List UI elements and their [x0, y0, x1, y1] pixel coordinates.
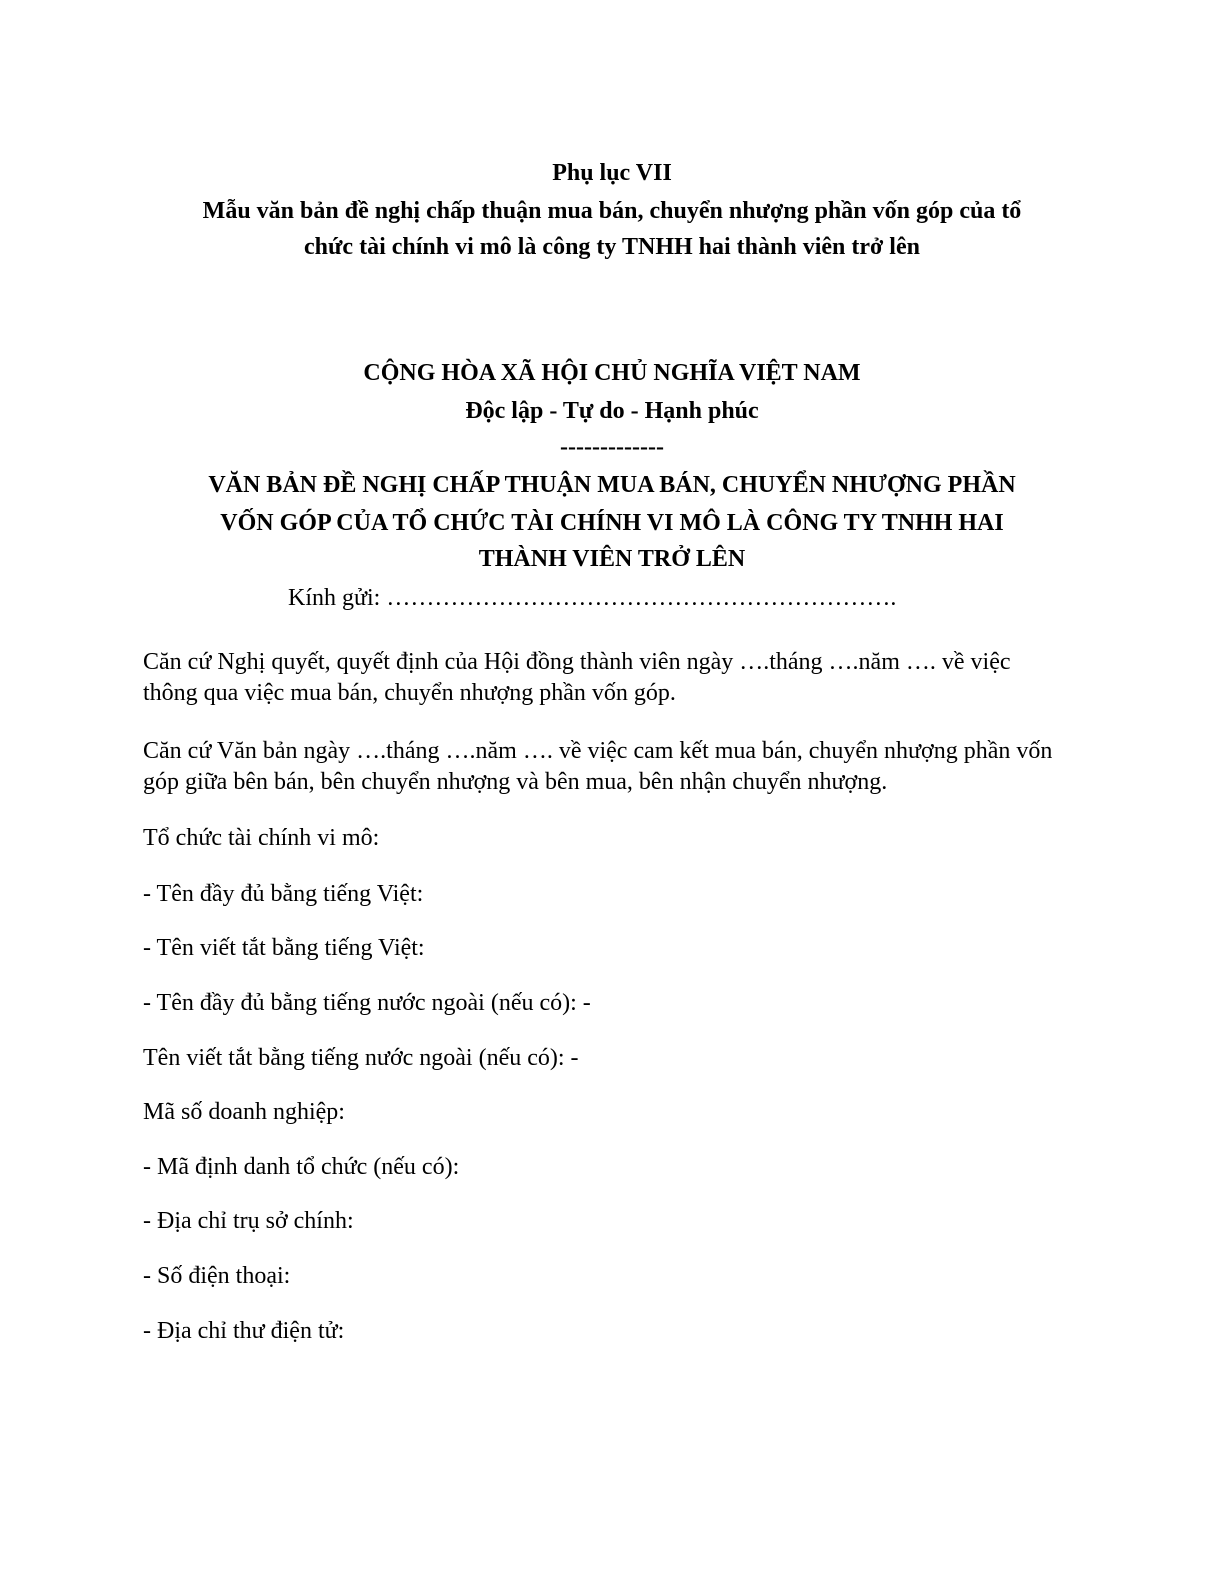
document-title-line3: THÀNH VIÊN TRỞ LÊN — [478, 546, 746, 572]
basis-paragraph-commitment: Căn cứ Văn bản ngày ….tháng ….năm …. về việc cam kết mua bán, chuyển nhượng phần vốn góp giữa bên bán, bên chuyển nhượng và bên mua, bên nhận chuyển nhượng. — [143, 738, 1053, 795]
recipient-line: Kính gửi: ………………………………………………………. — [288, 585, 897, 611]
field-label-enterprise-code: Mã số doanh nghiệp: — [143, 1099, 345, 1125]
field-label-email: - Địa chỉ thư điện tử: — [143, 1318, 345, 1344]
appendix-subtitle-line1: Mẫu văn bản đề nghị chấp thuận mua bán, chuyển nhượng phần vốn góp của tổ — [202, 198, 1022, 224]
appendix-subtitle-line2: chức tài chính vi mô là công ty TNHH hai thành viên trở lên — [304, 234, 920, 260]
field-label-full-name-vn: - Tên đầy đủ bằng tiếng Việt: — [143, 881, 424, 907]
national-title: CỘNG HÒA XÃ HỘI CHỦ NGHĨA VIỆT NAM — [363, 360, 861, 386]
basis-paragraph-resolution: Căn cứ Nghị quyết, quyết định của Hội đồng thành viên ngày ….tháng ….năm …. về việc thông qua việc mua bán, chuyển nhượng phần vốn góp. — [143, 649, 1011, 706]
field-label-phone: - Số điện thoại: — [143, 1263, 291, 1289]
appendix-title: Phụ lục VII — [552, 160, 672, 186]
field-label-head-office-address: - Địa chỉ trụ sở chính: — [143, 1208, 354, 1234]
national-motto: Độc lập - Tự do - Hạnh phúc — [465, 398, 759, 424]
document-title-line1: VĂN BẢN ĐỀ NGHỊ CHẤP THUẬN MUA BÁN, CHUYỂN NHƯỢNG PHẦN — [208, 472, 1016, 498]
field-label-full-name-foreign: - Tên đầy đủ bằng tiếng nước ngoài (nếu có): - — [143, 990, 591, 1016]
field-label-organization: Tổ chức tài chính vi mô: — [143, 825, 380, 851]
field-label-short-name-vn: - Tên viết tắt bằng tiếng Việt: — [143, 935, 425, 961]
document-title-line2: VỐN GÓP CỦA TỔ CHỨC TÀI CHÍNH VI MÔ LÀ CÔNG TY TNHH HAI — [220, 510, 1004, 536]
field-label-short-name-foreign: Tên viết tắt bằng tiếng nước ngoài (nếu có): - — [143, 1045, 579, 1071]
field-label-organization-id: - Mã định danh tổ chức (nếu có): — [143, 1154, 460, 1180]
header-separator: ------------- — [560, 434, 664, 460]
